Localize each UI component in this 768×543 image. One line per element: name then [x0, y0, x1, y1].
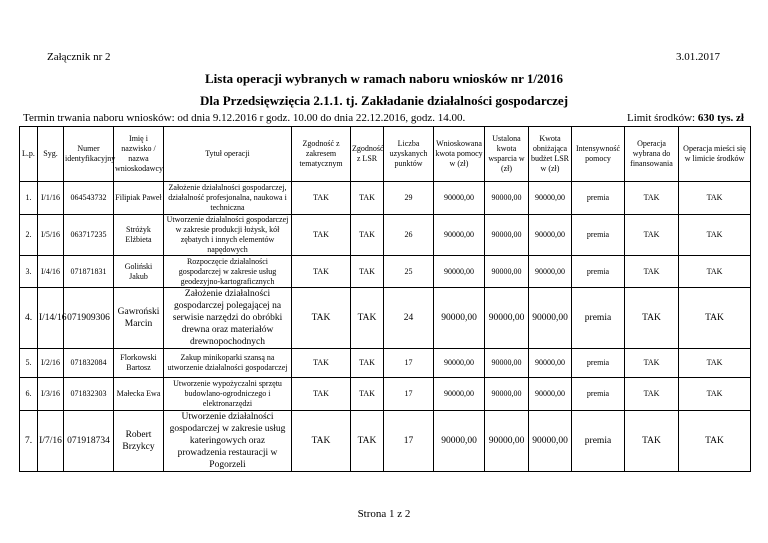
cell-pts: 29 [384, 182, 434, 215]
cell-sel: TAK [625, 182, 679, 215]
cell-sel: TAK [625, 378, 679, 411]
cell-sel: TAK [625, 411, 679, 472]
cell-pts: 24 [384, 288, 434, 349]
column-header: Imię i nazwisko / nazwa wnioskodawcy [114, 127, 164, 182]
cell-lim: TAK [679, 215, 751, 256]
cell-lp: 7. [20, 411, 38, 472]
term-info: Termin trwania naboru wniosków: od dnia 9.12.2016 r godz. 10.00 do dnia 22.12.2016, godz. 14.00. [23, 112, 466, 124]
cell-lsr: 90000,00 [529, 288, 572, 349]
table-row [20, 256, 751, 288]
cell-title: Utworzenie wypożyczalni sprzętu budowlano-ogrodniczego i elektronarzędzi [164, 378, 292, 411]
operations-table [19, 126, 751, 472]
cell-pts: 17 [384, 349, 434, 378]
column-header: Zgodność z zakresem tematycznym [292, 127, 351, 182]
cell-int: premia [572, 411, 625, 472]
cell-set: 90000,00 [485, 215, 529, 256]
table-header [20, 127, 751, 182]
cell-c1: TAK [292, 256, 351, 288]
cell-c2: TAK [351, 411, 384, 472]
cell-lsr: 90000,00 [529, 182, 572, 215]
cell-c2: TAK [351, 288, 384, 349]
cell-title: Utworzenie działalności gospodarczej w zakresie produkcji łożysk, kół zębatych i innych elementów napędowych [164, 215, 292, 256]
cell-lsr: 90000,00 [529, 215, 572, 256]
cell-syg: I/1/16 [38, 182, 64, 215]
cell-set: 90000,00 [485, 349, 529, 378]
cell-lsr: 90000,00 [529, 349, 572, 378]
cell-pts: 17 [384, 411, 434, 472]
column-header: Ustalona kwota wsparcia w (zł) [485, 127, 529, 182]
column-header: Kwota obniżająca budżet LSR w (zł) [529, 127, 572, 182]
cell-lim: TAK [679, 288, 751, 349]
funds-limit [627, 112, 744, 124]
cell-int: premia [572, 349, 625, 378]
cell-pts: 25 [384, 256, 434, 288]
funds-limit-value: 630 tys. zł [697, 112, 744, 124]
cell-lsr: 90000,00 [529, 256, 572, 288]
cell-req: 90000,00 [434, 378, 485, 411]
cell-num: 071918734 [64, 411, 114, 472]
cell-int: premia [572, 256, 625, 288]
cell-syg: I/3/16 [38, 378, 64, 411]
column-header: Operacja wybrana do finansowania [625, 127, 679, 182]
cell-sel: TAK [625, 288, 679, 349]
cell-num: 071871831 [64, 256, 114, 288]
table-body [20, 182, 751, 472]
cell-name: Gawroński Marcin [114, 288, 164, 349]
cell-set: 90000,00 [485, 378, 529, 411]
cell-title: Rozpoczęcie działalności gospodarczej w zakresie usług geodezyjno-kartograficznych [164, 256, 292, 288]
cell-req: 90000,00 [434, 349, 485, 378]
cell-req: 90000,00 [434, 182, 485, 215]
page-number: Strona 1 z 2 [357, 508, 411, 520]
table-row [20, 215, 751, 256]
column-header: Syg. [38, 127, 64, 182]
cell-lp: 2. [20, 215, 38, 256]
cell-num: 064543732 [64, 182, 114, 215]
cell-num: 071832084 [64, 349, 114, 378]
column-header: Intensywność pomocy [572, 127, 625, 182]
cell-title: Zakup minikoparki szansą na utworzenie działalności gospodarczej [164, 349, 292, 378]
cell-syg: I/4/16 [38, 256, 64, 288]
cell-name: Florkowski Bartosz [114, 349, 164, 378]
attachment-label: Załącznik nr 2 [47, 51, 111, 63]
column-header: Tytuł operacji [164, 127, 292, 182]
cell-req: 90000,00 [434, 411, 485, 472]
cell-lim: TAK [679, 378, 751, 411]
cell-syg: I/7/16 [38, 411, 64, 472]
cell-int: premia [572, 182, 625, 215]
cell-c2: TAK [351, 182, 384, 215]
table-row [20, 182, 751, 215]
cell-c1: TAK [292, 215, 351, 256]
column-header: Wnioskowana kwota pomocy w (zł) [434, 127, 485, 182]
cell-title: Utworzenie działalności gospodarczej w zakresie usług kateringowych oraz prowadzenia restauracji w Pogorzeli [164, 411, 292, 472]
cell-lim: TAK [679, 411, 751, 472]
cell-name: Stróżyk Elżbieta [114, 215, 164, 256]
cell-syg: I/2/16 [38, 349, 64, 378]
column-header: Zgodność z LSR [351, 127, 384, 182]
cell-title: Założenie działalności gospodarczej, działalność profesjonalna, naukowa i techniczna [164, 182, 292, 215]
cell-c1: TAK [292, 411, 351, 472]
cell-sel: TAK [625, 215, 679, 256]
cell-set: 90000,00 [485, 182, 529, 215]
column-header: L.p. [20, 127, 38, 182]
cell-lp: 1. [20, 182, 38, 215]
cell-sel: TAK [625, 256, 679, 288]
cell-set: 90000,00 [485, 411, 529, 472]
cell-req: 90000,00 [434, 288, 485, 349]
cell-set: 90000,00 [485, 256, 529, 288]
table-row [20, 378, 751, 411]
document-title: Lista operacji wybranych w ramach naboru wniosków nr 1/2016 [204, 71, 563, 86]
cell-set: 90000,00 [485, 288, 529, 349]
column-header: Operacja mieści się w limicie środków [679, 127, 751, 182]
cell-pts: 26 [384, 215, 434, 256]
table-row [20, 349, 751, 378]
cell-num: 063717235 [64, 215, 114, 256]
cell-name: Goliński Jakub [114, 256, 164, 288]
cell-num: 071832303 [64, 378, 114, 411]
cell-c2: TAK [351, 349, 384, 378]
funds-limit-label: Limit środków: [626, 112, 698, 124]
cell-c1: TAK [292, 288, 351, 349]
cell-lim: TAK [679, 182, 751, 215]
cell-req: 90000,00 [434, 256, 485, 288]
cell-req: 90000,00 [434, 215, 485, 256]
cell-int: premia [572, 288, 625, 349]
cell-c2: TAK [351, 378, 384, 411]
cell-syg: I/14/16 [38, 288, 64, 349]
cell-syg: I/5/16 [38, 215, 64, 256]
cell-c2: TAK [351, 215, 384, 256]
cell-pts: 17 [384, 378, 434, 411]
cell-int: premia [572, 378, 625, 411]
cell-c1: TAK [292, 182, 351, 215]
cell-name: Robert Brzykcy [114, 411, 164, 472]
cell-c1: TAK [292, 349, 351, 378]
cell-c2: TAK [351, 256, 384, 288]
cell-lp: 5. [20, 349, 38, 378]
document-subtitle: Dla Przedsięwzięcia 2.1.1. tj. Zakładanie działalności gospodarczej [199, 93, 569, 108]
cell-lsr: 90000,00 [529, 378, 572, 411]
table-row [20, 411, 751, 472]
cell-name: Filipiak Paweł [114, 182, 164, 215]
cell-name: Małecka Ewa [114, 378, 164, 411]
cell-lp: 3. [20, 256, 38, 288]
cell-title: Założenie działalności gospodarczej polegającej na serwisie narzędzi do obróbki drewna oraz materiałów drewnopochodnych [164, 288, 292, 349]
cell-lim: TAK [679, 349, 751, 378]
table-row [20, 288, 751, 349]
document-date: 3.01.2017 [676, 51, 720, 63]
cell-lp: 4. [20, 288, 38, 349]
cell-lim: TAK [679, 256, 751, 288]
cell-sel: TAK [625, 349, 679, 378]
column-header: Numer identyfikacyjny [64, 127, 114, 182]
column-header: Liczba uzyskanych punktów [384, 127, 434, 182]
cell-lsr: 90000,00 [529, 411, 572, 472]
cell-lp: 6. [20, 378, 38, 411]
cell-int: premia [572, 215, 625, 256]
cell-num: 071909306 [64, 288, 114, 349]
cell-c1: TAK [292, 378, 351, 411]
